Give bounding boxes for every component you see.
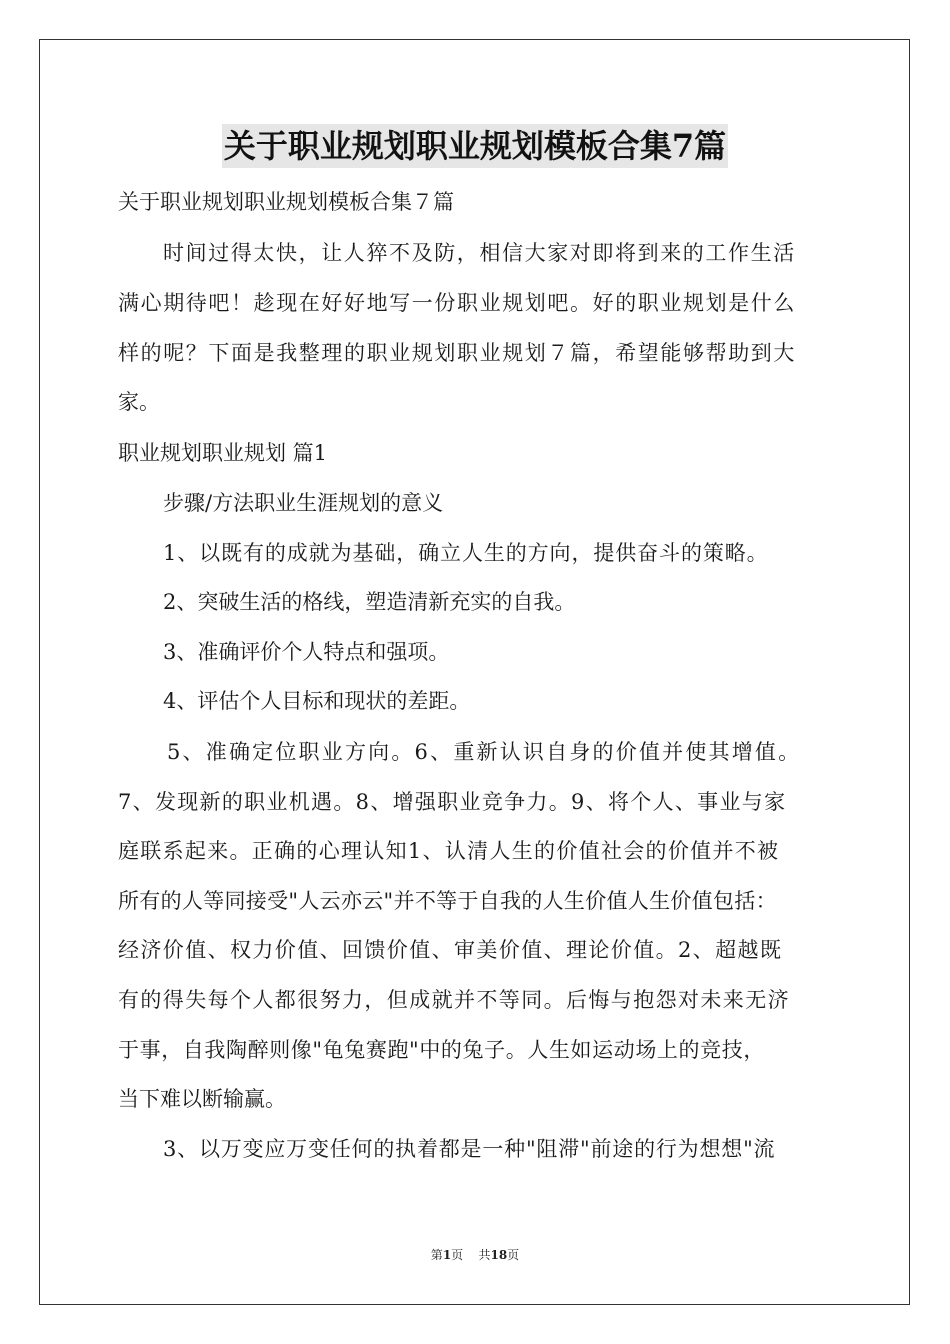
paragraph-line: 当下难以断输赢。 xyxy=(118,1087,286,1111)
page-footer xyxy=(0,1246,950,1263)
footer-page-suffix: 页 xyxy=(451,1248,464,1262)
list-item: 2、突破生活的格线，塑造清新充实的自我。 xyxy=(163,590,576,614)
paragraph-line: 经济价值、权力价值、回馈价值、审美价值、理论价值。2、超越既 xyxy=(118,938,783,962)
title-container xyxy=(0,124,950,168)
paragraph-line: 庭联系起来。正确的心理认知1、认清人生的价值社会的价值并不被 xyxy=(118,839,780,863)
list-item: 3、准确评价个人特点和强项。 xyxy=(163,640,450,664)
footer-total-suffix: 页 xyxy=(507,1248,520,1262)
paragraph-line: 样的呢？下面是我整理的职业规划职业规划７篇，希望能够帮助到大 xyxy=(118,341,796,365)
paragraph-line: 时间过得太快，让人猝不及防，相信大家对即将到来的工作生活 xyxy=(163,241,796,265)
list-item: 1、以既有的成就为基础，确立人生的方向，提供奋斗的策略。 xyxy=(163,541,769,565)
subtitle: 关于职业规划职业规划模板合集７篇 xyxy=(118,190,454,214)
paragraph-line: 于事，自我陶醉则像"龟兔赛跑"中的兔子。人生如运动场上的竞技， xyxy=(118,1038,765,1062)
list-item: 4、评估个人目标和现状的差距。 xyxy=(163,689,471,713)
paragraph-line: 有的得失每个人都很努力，但成就并不等同。后悔与抱怨对未来无济 xyxy=(118,988,790,1012)
paragraph-line: 7、发现新的职业机遇。8、增强职业竞争力。9、将个人、事业与家 xyxy=(118,790,787,814)
footer-total-prefix: 共 xyxy=(478,1248,491,1262)
section-heading: 职业规划职业规划 篇1 xyxy=(118,441,328,465)
paragraph-line: 5、准确定位职业方向。6、重新认识自身的价值并使其增值。 xyxy=(167,740,802,764)
paragraph-line: 步骤/方法职业生涯规划的意义 xyxy=(163,491,444,515)
document-title: 关于职业规划职业规划模板合集7篇 xyxy=(222,124,728,168)
paragraph-line: 3、以万变应万变任何的执着都是一种"阻滞"前途的行为想想"流 xyxy=(163,1137,776,1161)
paragraph-line: 满心期待吧！趁现在好好地写一份职业规划吧。好的职业规划是什么 xyxy=(118,291,796,315)
paragraph-line: 家。 xyxy=(118,390,160,414)
footer-total-pages: 18 xyxy=(490,1248,508,1262)
footer-prefix: 第 xyxy=(430,1248,443,1262)
page-border xyxy=(39,39,910,1305)
footer-page-number: 1 xyxy=(442,1248,452,1262)
paragraph-line: 所有的人等同接受"人云亦云"并不等于自我的人生价值人生价值包括： xyxy=(118,889,777,913)
